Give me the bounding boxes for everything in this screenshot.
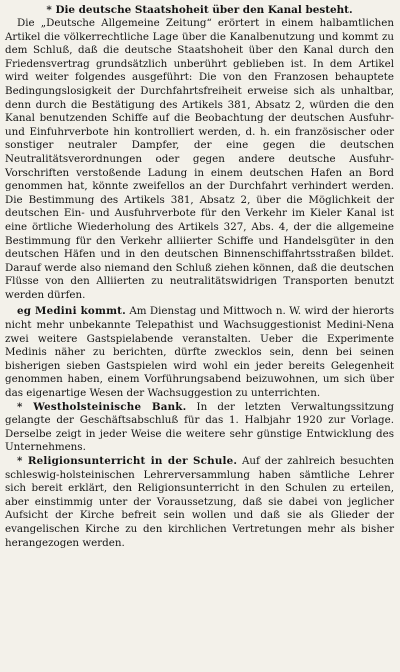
article-staatshoheit bbox=[5, 3, 394, 302]
article-religionsunterricht bbox=[5, 455, 394, 550]
article-headline: * Die deutsche Staatshoheit über den Kanal besteht. bbox=[46, 4, 353, 16]
article-paragraph bbox=[5, 401, 394, 455]
article-body: Auf der zahlreich besuchten schleswig-holsteinischen Lehrerversammlung haben sämtliche Lehrer sich bereit erklärt, den Religionsunterricht in den Schulen zu erteilen, aber einstimmig unter der Voraussetzung, daß sie dabei von jeglicher Aufsicht der Kirche befreit sein wollen und daß sie als Glieder der evangelischen Kirche zu den kirchlichen Vertretungen mehr als bisher herangezogen werden. bbox=[5, 455, 394, 549]
article-westholsteinische-bank bbox=[5, 401, 394, 455]
article-body: Die „Deutsche Allgemeine Zeitung“ erörtert in einem halbamtlichen Artikel die völkerrechtliche Lage über die Kanalbenutzung und kommt zu dem Schluß, daß die deutsche Staatshoheit über den Kanal durch den Friedensvertrag grundsätzlich unberührt geblieben ist. In dem Artikel wird weiter folgendes ausgeführt: Die von den Franzosen behauptete Bedingungslosigkeit der Durchfahrtsfreiheit erweise sich als unhaltbar, denn durch die Bestätigung des Artikels 381, Absatz 2, würden die den Kanal benutzenden Schiffe auf die Beobachtung der deutschen Ausfuhr- und Einfuhrverbote hin kontrolliert werden, d. h. ein französischer oder sonstiger neutraler Dampfer, der eine gegen die deutschen Neutralitätsverordnungen oder gegen andere deutsche Ausfuhr-Vorschriften verstoßende Ladung in einem deutschen Hafen an Bord genommen hat, könnte zweifellos an der Durchfahrt verhindert werden. Die Bestimmung des Artikels 381, Absatz 2, über die Möglichkeit der deutschen Ein- und Ausfuhrverbote für den Verkehr im Kieler Kanal ist eine örtliche Wiederholung des Artikels 327, Abs. 4, der die allgemeine Bestimmung für den Verkehr alliierter Schiffe und Handelsgüter in den deutschen Häfen und in den deutschen Binnenschiffahrtsstraßen bildet. Darauf werde also niemand den Schluß ziehen können, daß die deutschen Flüsse von den Alliierten zu neutralitätswidrigen Transporten benutzt werden dürfen. bbox=[5, 17, 394, 301]
article-body: Am Dienstag und Mittwoch n. W. wird der hierorts nicht mehr unbekannte Telepathist und Wachsuggestionist Medini-Nena zwei weitere Gastspielabende veranstalten. Ueber die Experimente Medinis näher zu berichten, dürfte zwecklos sein, denn bei seinen bisherigen sieben Gastspielen wird wohl ein jeder bereits Gelegenheit genommen haben, einem Vorführungsabend beizuwohnen, um sich über das eigenartige Wesen der Wachsuggestion zu unterrichten. bbox=[5, 305, 394, 400]
article-paragraph bbox=[5, 305, 394, 400]
article-headline: * Religionsunterricht in der Schule. bbox=[17, 455, 238, 467]
article-medini bbox=[5, 305, 394, 400]
article-paragraph bbox=[5, 455, 394, 550]
article-body: In der letzten Verwaltungssitzung gelangte der Geschäftsabschluß für das 1. Halbjahr 1920 zur Vorlage. Derselbe zeigt in jeder Weise die weitere sehr günstige Entwicklung des Unternehmens. bbox=[5, 400, 394, 454]
article-headline: eg Medini kommt. bbox=[17, 305, 126, 318]
article-headline: * Westholsteinische Bank. bbox=[17, 400, 187, 413]
